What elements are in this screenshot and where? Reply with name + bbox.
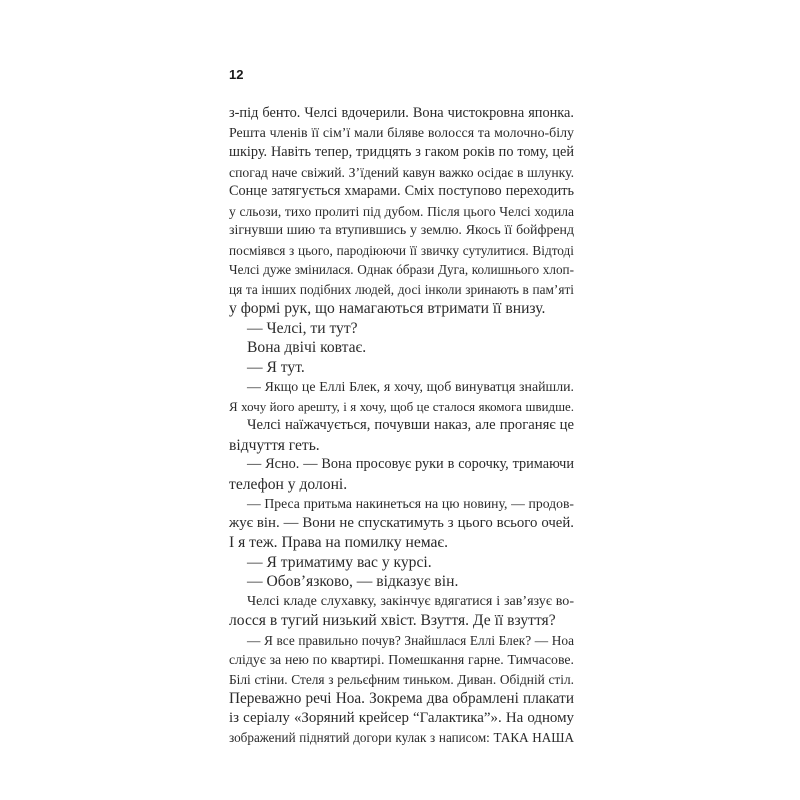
text-line: Переважно речі Ноа. Зокрема два обрамлені плакати [229,690,574,707]
text-line: — Я все правильно почув? Знайшлася Еллі Блек? — Ноа [247,632,574,648]
text-line: спогад наче свіжий. З’їдений кавун важко осідає в шлунку. [229,164,574,180]
text-line: телефон у долоні. [229,475,348,493]
text-line: — Я тут. [247,358,305,376]
text-line: Челсі дуже змінилася. Однак óбрази Дуга, колишнього хлоп- [229,262,574,277]
text-line: з-під бенто. Челсі вдочерили. Вона чистокровна японка. [229,105,574,121]
body-text [229,104,574,748]
text-line: Сонце затягується хмарами. Сміх поступово переходить [229,183,574,199]
text-line: — Обов’язково, — відказує він. [247,573,459,590]
text-line: Решта членів її сім’ї мали біляве волосся та молочно-білу [229,125,574,141]
text-line: зображений піднятий догори кулак з написом: ТАКА НАША [229,730,574,745]
text-line: Вона двічі ковтає. [247,339,367,356]
text-line: зігнувши шию та втупившись у землю. Якось її бойфренд [229,223,574,238]
text-line: слідує за нею по квартирі. Помешкання гарне. Тимчасове. [229,652,574,667]
text-line: Я хочу його арешту, і я хочу, щоб це сталося якомога швидше. [229,398,574,414]
text-line: І я теж. Права на помилку немає. [229,534,449,551]
text-line: лосся в тугий низький хвіст. Взуття. Де її взуття? [229,612,556,629]
text-line: відчуття геть. [229,436,320,454]
text-line: посміявся з цього, пародіюючи її звичку сутулитися. Відтоді [229,242,574,258]
text-line: — Челсі, ти тут? [247,319,358,337]
text-line: ця та інших подібних людей, досі інколи зринають в пам’яті [229,281,574,297]
text-line: із серіалу «Зоряний крейсер “Галактика”». На одному [229,709,574,726]
text-line: Білі стіни. Стеля з рельєфним тиньком. Диван. Обідній стіл. [229,671,574,687]
text-line: Челсі кладе слухавку, закінчує вдягатися і зав’язує во- [247,592,574,609]
text-line: — Ясно. — Вона просовує руки в сорочку, тримаючи [247,456,574,472]
page-number: 12 [229,67,244,82]
text-line: жує він. — Вони не спускатимуть з цього всього очей. [229,514,574,531]
text-line: у сльози, тихо пролиті під дубом. Після цього Челсі ходила [229,203,574,219]
text-line: Челсі наїжачується, почувши наказ, але проганяє це [247,417,574,433]
text-line: — Якщо це Еллі Блек, я хочу, щоб винуватця знайшли. [247,379,574,394]
text-line: — Я триматиму вас у курсі. [247,553,432,571]
text-line: шкіру. Навіть тепер, тридцять з гаком років по тому, цей [229,144,574,160]
text-line: — Преса притьма накинеться на цю новину, — продов- [247,496,574,511]
text-line: у формі рук, що намагаються втримати її внизу. [229,300,546,317]
